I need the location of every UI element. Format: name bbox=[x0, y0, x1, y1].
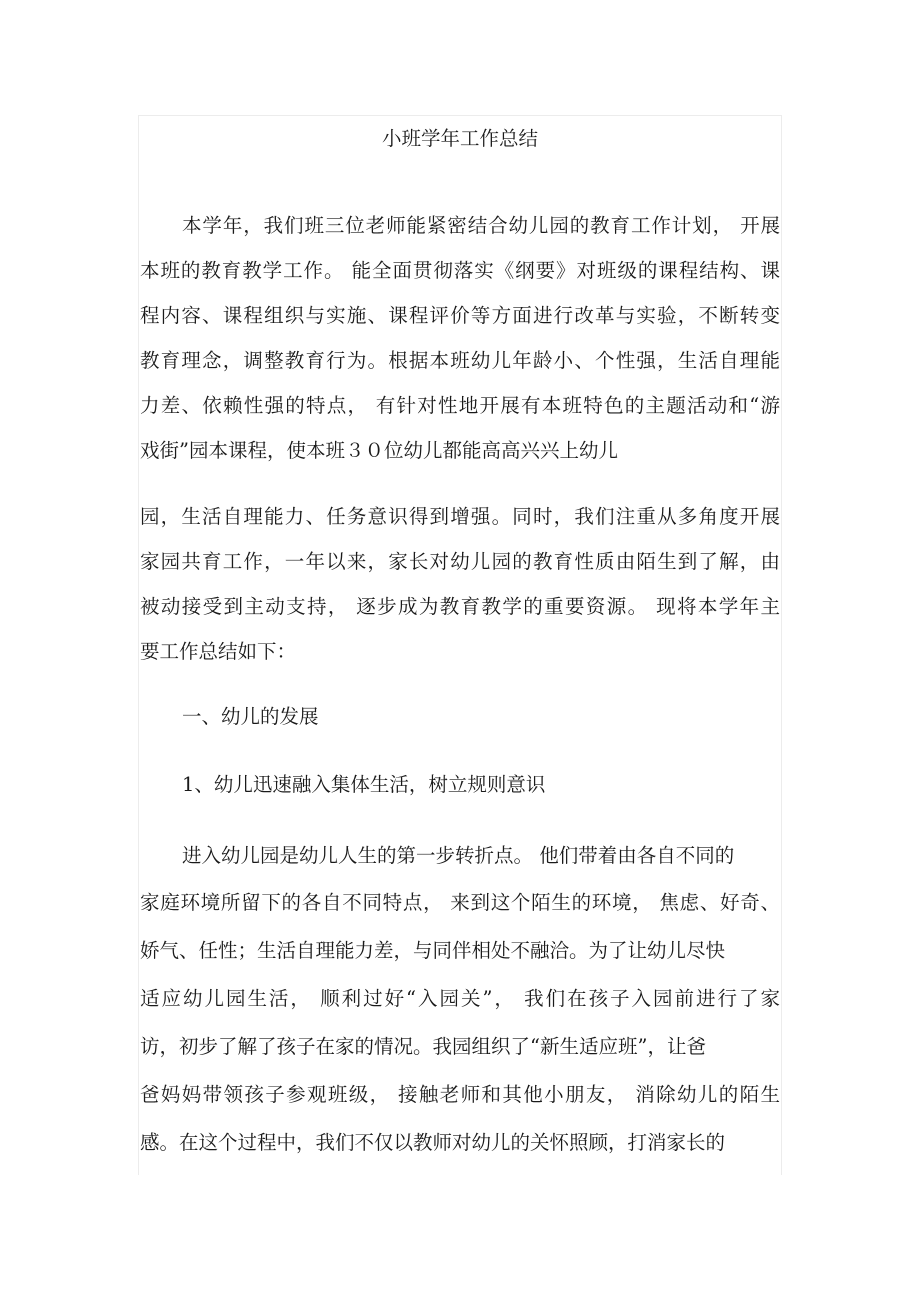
section-heading-2: 1、幼儿迅速融入集体生活，树立规则意识 bbox=[182, 773, 546, 796]
paragraph-3-line-5: 访，初步了解了孩子在家的情况。我园组织了“新生适应班”，让爸 bbox=[140, 1035, 706, 1058]
paragraph-2-line-3: 被动接受到主动支持， 逐步成为教育教学的重要资源。 现将本学年主 bbox=[140, 595, 780, 618]
paragraph-1-line-3: 程内容、课程组织与实施、课程评价等方面进行改革与实验，不断转变 bbox=[140, 304, 780, 327]
paragraph-3-line-3: 娇气、任性；生活自理能力差，与同伴相处不融洽。为了让幼儿尽快 bbox=[140, 939, 726, 962]
paragraph-1-line-2: 本班的教育教学工作。 能全面贯彻落实《纲要》对班级的课程结构、课 bbox=[140, 259, 780, 282]
paragraph-1-line-6: 戏街”园本课程，使本班３０位幼儿都能高高兴兴上幼儿 bbox=[140, 439, 618, 462]
paragraph-2-line-4: 要工作总结如下： bbox=[140, 640, 297, 663]
paragraph-3-line-1: 进入幼儿园是幼儿人生的第一步转折点。 他们带着由各自不同的 bbox=[182, 844, 735, 867]
paragraph-1-line-5: 力差、依赖性强的特点， 有针对性地开展有本班特色的主题活动和“游 bbox=[140, 394, 780, 417]
paragraph-3-line-6: 爸妈妈带领孩子参观班级， 接触老师和其他小朋友， 消除幼儿的陌生 bbox=[140, 1083, 780, 1106]
paragraph-1-line-1: 本学年，我们班三位老师能紧密结合幼儿园的教育工作计划， 开展 bbox=[182, 214, 780, 237]
document-title: 小班学年工作总结 bbox=[381, 127, 538, 150]
paragraph-3-line-7: 感。在这个过程中，我们不仅以教师对幼儿的关怀照顾，打消家长的 bbox=[140, 1131, 726, 1154]
paragraph-2-line-2: 家园共育工作，一年以来，家长对幼儿园的教育性质由陌生到了解，由 bbox=[140, 550, 780, 573]
paragraph-3-line-4: 适应幼儿园生活， 顺利过好“入园关”， 我们在孩子入园前进行了家 bbox=[140, 987, 780, 1010]
paragraph-3-line-2: 家庭环境所留下的各自不同特点， 来到这个陌生的环境， 焦虑、好奇、 bbox=[140, 891, 780, 914]
paragraph-2-line-1: 园，生活自理能力、任务意识得到增强。同时，我们注重从多角度开展 bbox=[140, 505, 780, 528]
paragraph-1-line-4: 教育理念，调整教育行为。根据本班幼儿年龄小、个性强，生活自理能 bbox=[140, 349, 780, 372]
section-heading-1: 一、幼儿的发展 bbox=[182, 705, 319, 728]
